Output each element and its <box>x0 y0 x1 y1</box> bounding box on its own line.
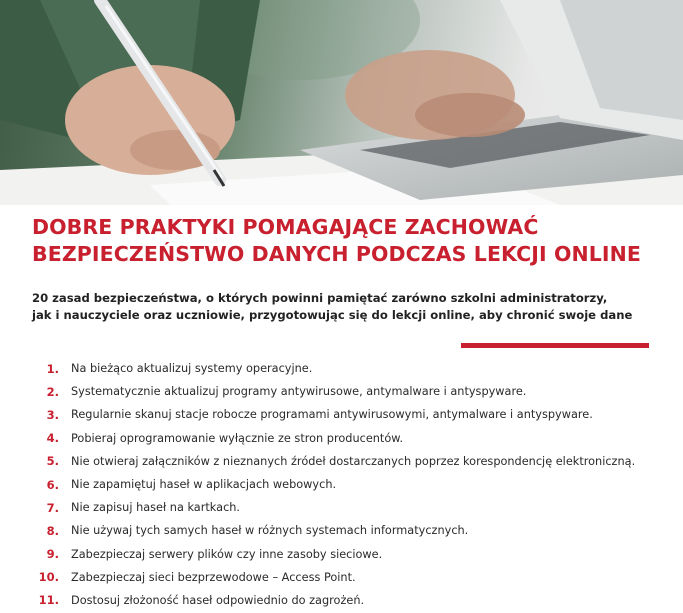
item-text: Zabezpieczaj serwery plików czy inne zasoby sieciowe. <box>71 547 383 561</box>
list-item <box>32 496 635 519</box>
list-item <box>32 427 635 450</box>
item-number: 10. <box>38 570 59 585</box>
list-item <box>32 589 635 612</box>
item-text: Nie otwieraj załączników z nieznanych źródeł dostarczanych poprzez korespondencję elektroniczną. <box>71 454 636 468</box>
title-line-2: BEZPIECZEŃSTWO DANYCH PODCZAS LEKCJI ONLINE <box>32 242 641 266</box>
item-number: 7. <box>46 500 59 515</box>
list-item <box>32 519 635 542</box>
list-item <box>32 450 635 473</box>
item-text: Dostosuj złożoność haseł odpowiednio do zagrożeń. <box>71 593 365 607</box>
list-item <box>32 357 635 380</box>
item-text: Systematycznie aktualizuj programy antywirusowe, antymalware i antyspyware. <box>71 385 527 399</box>
item-number: 6. <box>46 477 59 492</box>
item-number: 1. <box>46 361 59 376</box>
rules-list <box>32 357 635 612</box>
list-item <box>32 543 635 566</box>
item-number: 5. <box>46 454 59 469</box>
title-line-1: DOBRE PRAKTYKI POMAGAJĄCE ZACHOWAĆ <box>32 215 539 239</box>
subtitle-line-1: 20 zasad bezpieczeństwa, o których powinni pamiętać zarówno szkolni administratorzy, <box>32 291 608 305</box>
item-text: Pobieraj oprogramowanie wyłącznie ze stron producentów. <box>71 431 404 445</box>
item-text: Zabezpieczaj sieci bezprzewodowe – Access Point. <box>71 570 356 584</box>
list-item <box>32 403 635 426</box>
subtitle-line-2: jak i nauczyciele oraz uczniowie, przygotowując się do lekcji online, aby chronić swoje dane <box>32 308 633 322</box>
item-number: 4. <box>46 431 59 446</box>
header-photo <box>0 0 683 205</box>
item-text: Regularnie skanuj stacje robocze programami antywirusowymi, antymalware i antyspyware. <box>71 408 593 422</box>
item-text: Nie używaj tych samych haseł w różnych systemach informatycznych. <box>71 524 469 538</box>
item-number: 8. <box>46 523 59 538</box>
item-number: 2. <box>46 384 59 399</box>
document-title <box>32 214 662 268</box>
item-number: 11. <box>38 593 59 608</box>
item-number: 3. <box>46 407 59 422</box>
item-text: Nie zapisuj haseł na kartkach. <box>71 501 241 515</box>
list-item <box>32 566 635 589</box>
item-text: Na bieżąco aktualizuj systemy operacyjne. <box>71 362 313 376</box>
hand-writing-laptop-illustration <box>0 0 683 205</box>
document-subtitle <box>32 290 672 324</box>
item-text: Nie zapamiętuj haseł w aplikacjach webowych. <box>71 478 337 492</box>
list-item <box>32 473 635 496</box>
list-item <box>32 380 635 403</box>
accent-divider <box>461 343 649 348</box>
item-number: 9. <box>46 547 59 562</box>
